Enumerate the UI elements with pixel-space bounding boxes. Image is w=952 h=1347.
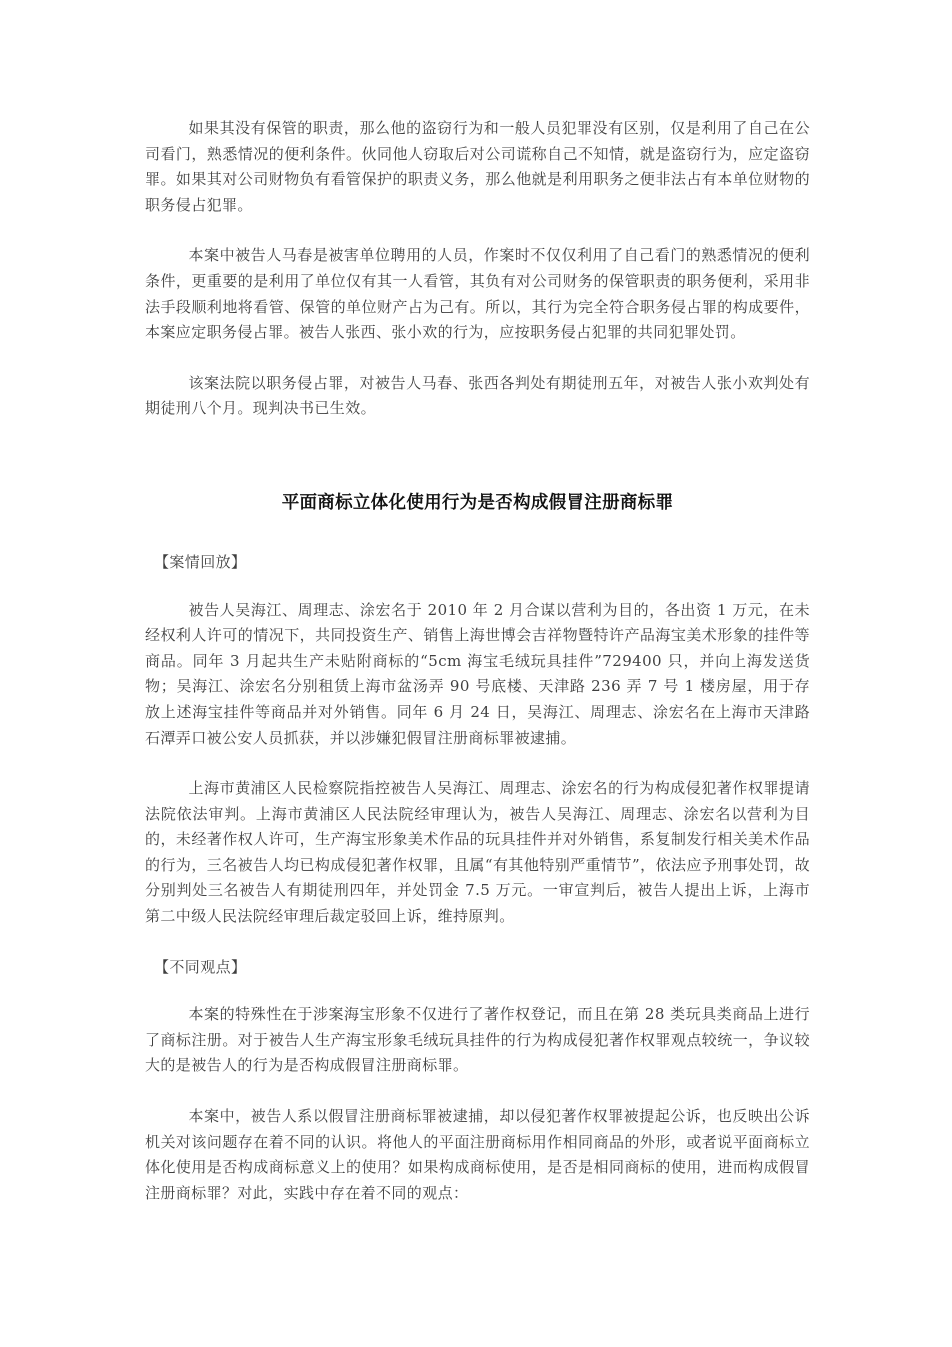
section-heading-different-views: 【不同观点】 (154, 957, 247, 976)
paragraph-case-facts: 被告人吴海江、周理志、涂宏名于 2010 年 2 月合谋以营利为目的，各出资 1 万元，在未经权利人许可的情况下，共同投资生产、销售上海世博会吉祥物暨特许产品海宝美术形象的挂件等商品。同年 3 月起共生产未贴附商标的“5cm 海宝毛绒玩具挂件”729400 只，并向上海发送货物；吴海江、涂宏名分别租赁上海市盆汤弄 90 号底楼、天津路 236 弄 7 号 1 楼房屋，用于存放上述海宝挂件等商品并对外销售。同年 6 月 24 日，吴海江、周理志、涂宏名在上海市天津路石潭弄口被公安人员抓获，并以涉嫌犯假冒注册商标罪被逮捕。 (145, 600, 810, 747)
paragraph-verdict: 该案法院以职务侵占罪，对被告人马春、张西各判处有期徒刑五年，对被告人张小欢判处有期徒刑八个月。现判决书已生效。 (145, 373, 810, 418)
section-heading-case-review: 【案情回放】 (154, 552, 247, 571)
document-page (145, 116, 810, 1206)
paragraph-different-opinions: 本案中，被告人系以假冒注册商标罪被逮捕，却以侵犯著作权罪被提起公诉，也反映出公诉机关对该问题存在着不同的认识。将他人的平面注册商标用作相同商品的外形，或者说平面商标立体化使用是否构成商标意义上的使用？如果构成商标使用，是否是相同商标的使用，进而构成假冒注册商标罪？对此，实践中存在着不同的观点： (145, 1107, 810, 1202)
paragraph-case-analysis: 本案中被告人马春是被害单位聘用的人员，作案时不仅仅利用了自己看门的熟悉情况的便利条件，更重要的是利用了单位仅有其一人看管，其负有对公司财务的保管职责的职务便利，采用非法手段顺利地将看管、保管的单位财产占为己有。所以，其行为完全符合职务侵占罪的构成要件，本案应定职务侵占罪。被告人张西、张小欢的行为，应按职务侵占犯罪的共同犯罪处罚。 (145, 246, 810, 342)
paragraph-court-ruling: 上海市黄浦区人民检察院指控被告人吴海江、周理志、涂宏名的行为构成侵犯著作权罪提请法院依法审判。上海市黄浦区人民法院经审理认为，被告人吴海江、周理志、涂宏名以营利为目的，未经著作权人许可，生产海宝形象美术作品的玩具挂件并对外销售，系复制发行相关美术作品的行为，三名被告人均已构成侵犯著作权罪，且属“有其他特别严重情节”，依法应予刑事处罚，故分别判处三名被告人有期徒刑四年，并处罚金 7.5 万元。一审宣判后，被告人提出上诉，上海市第二中级人民法院经审理后裁定驳回上诉，维持原判。 (145, 779, 810, 926)
article-title: 平面商标立体化使用行为是否构成假冒注册商标罪 (281, 492, 674, 513)
paragraph-case-particularity: 本案的特殊性在于涉案海宝形象不仅进行了著作权登记，而且在第 28 类玩具类商品上进行了商标注册。对于被告人生产海宝形象毛绒玩具挂件的行为构成侵犯著作权罪观点较统一，争议较大的是被告人的行为是否构成假冒注册商标罪。 (145, 1005, 810, 1075)
paragraph-theft-vs-embezzlement: 如果其没有保管的职责，那么他的盗窃行为和一般人员犯罪没有区别，仅是利用了自己在公司看门，熟悉情况的便利条件。伙同他人窃取后对公司谎称自己不知情，就是盗窃行为，应定盗窃罪。如果其对公司财物负有看管保护的职责义务，那么他就是利用职务之便非法占有本单位财物的职务侵占犯罪。 (145, 119, 810, 214)
